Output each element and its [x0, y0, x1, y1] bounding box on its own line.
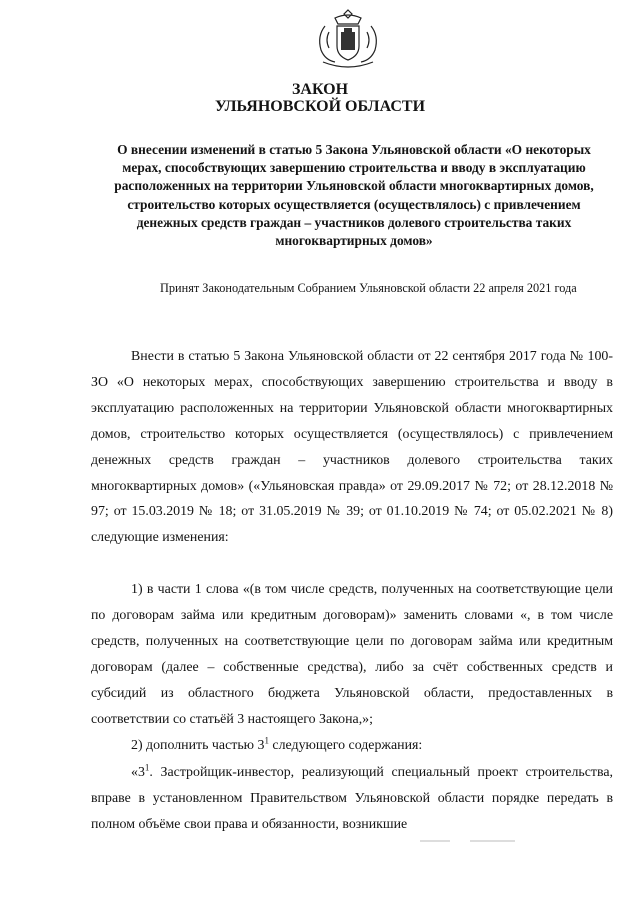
adoption-line: Принят Законодательным Собранием Ульяновской области 22 апреля 2021 года	[160, 281, 577, 295]
law-region: УЛЬЯНОВСКОЙ ОБЛАСТИ	[214, 98, 426, 115]
item-2-text: 2) дополнить частью 3	[131, 738, 265, 753]
item-2-superscript: 1	[264, 735, 269, 746]
paragraph-item-1: 1) в части 1 слова «(в том числе средств, полученных на соответствующие цели по договорам займа или кредитным договорам)» заменить словами «, в том числе средств, полученных на соответствующие цели по договорам займа или кредитным договорам (далее – собственные средства), либо за счёт собственных средств и субсидий из областного бюджета Ульяновской области, предоставленных в соответствии со статьёй 3 настоящего Закона,»;	[91, 582, 613, 727]
part-3-1-number: «3	[131, 765, 145, 780]
law-title: ЗАКОН	[291, 81, 349, 98]
paragraph-intro: Внести в статью 5 Закона Ульяновской области от 22 сентября 2017 года № 100-ЗО «О некоторых мерах, способствующих завершению строительства и вводу в эксплуатацию расположенных на территории Ульяновской области многоквартирных домов, строительство которых осуществляется (осуществлялось) с привлечением денежных средств граждан – участников долевого строительства таких многоквартирных домов» («Ульяновская правда» от 29.09.2017 № 72; от 28.12.2018 № 97; от 15.03.2019 № 18; от 31.05.2019 № 39; от 01.10.2019 № 74; от 05.02.2021 № 8) следующие изменения:	[91, 349, 613, 546]
item-2-text-end: следующего содержания:	[268, 738, 423, 753]
paragraph-part-3-1	[91, 760, 613, 866]
part-3-1-text: . Застройщик-инвестор, реализующий специальный проект строительства, вправе в установленном Правительством Ульяновской области порядке передать в полном объёме свои права и обязанности, возникшие	[91, 765, 613, 832]
scan-artifact	[420, 838, 520, 844]
part-3-1-superscript: 1	[144, 762, 150, 773]
law-subject: О внесении изменений в статью 5 Закона Ульяновской области «О некоторых мерах, способствующих завершению строительства и вводу в эксплуатацию расположенных на территории Ульяновской области многоквартирных домов, строительство которых осуществляется (осуществлялось) с привлечением денежных средств граждан – участников долевого строительства таких многоквартирных домов»	[114, 142, 594, 249]
coat-of-arms-emblem	[313, 4, 383, 72]
paragraph-item-2	[91, 733, 613, 759]
